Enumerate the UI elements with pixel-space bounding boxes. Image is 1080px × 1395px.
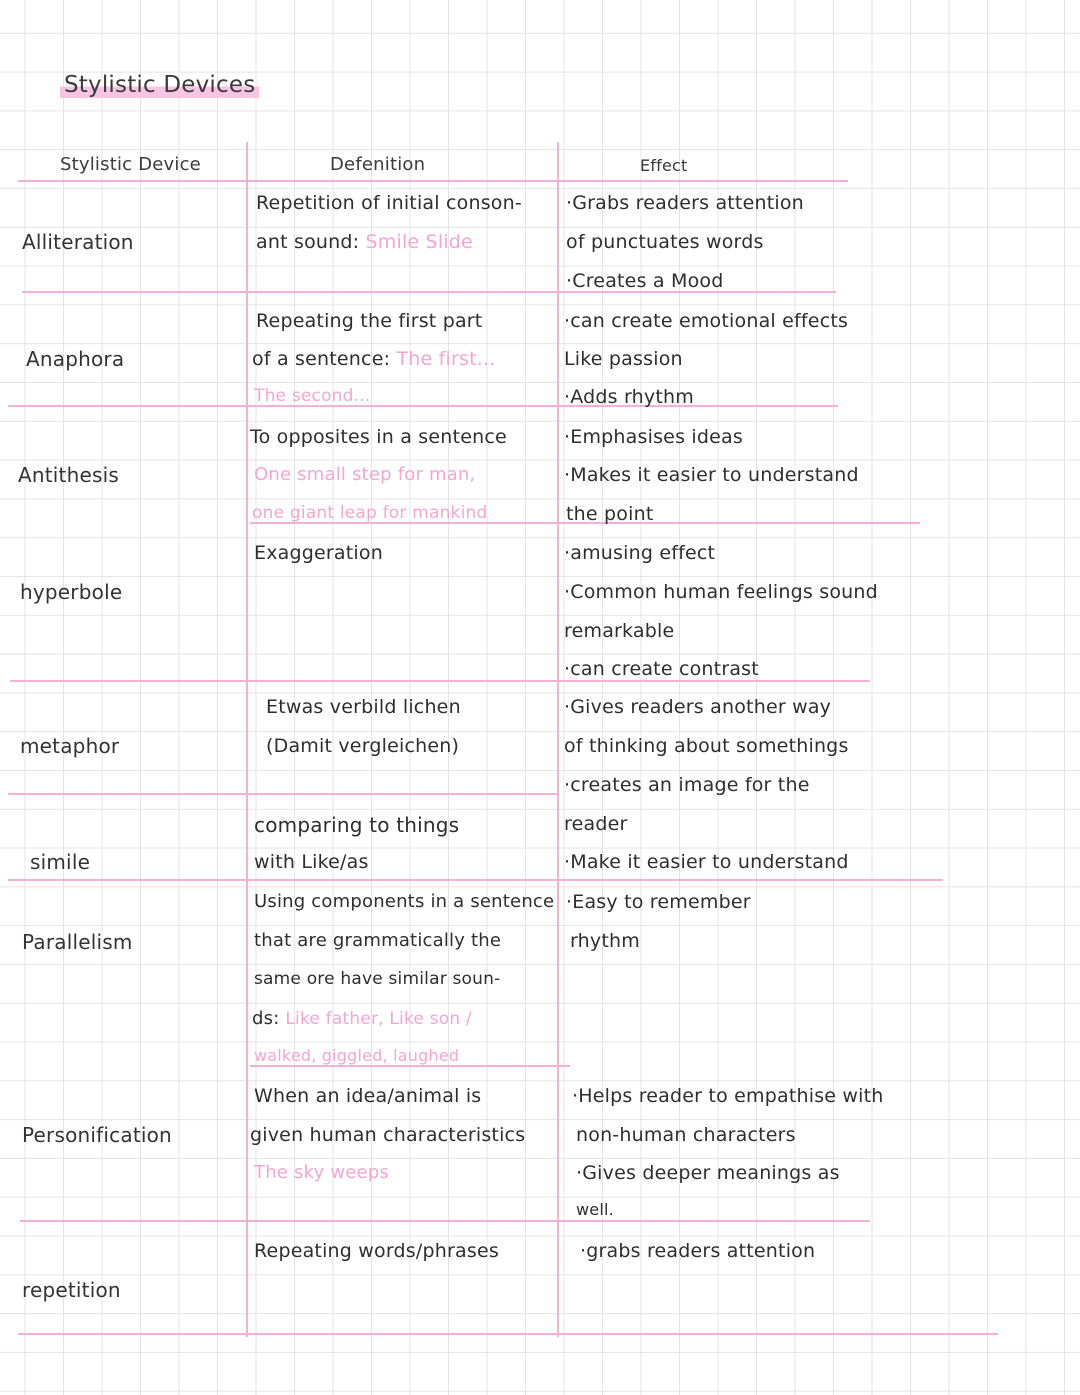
definition-line: that are grammatically the xyxy=(254,930,502,951)
definition-example: Smile Slide xyxy=(365,231,473,253)
definition-line xyxy=(256,231,473,253)
definition-line: When an idea/animal is xyxy=(254,1085,482,1107)
row-divider xyxy=(8,405,838,407)
definition-text: of a sentence: xyxy=(252,348,391,370)
row-divider xyxy=(20,1220,870,1222)
row-divider xyxy=(18,1333,998,1335)
device-anaphora: Anaphora xyxy=(26,347,125,371)
effect-line: ·Grabs readers attention xyxy=(566,192,804,214)
effect-line: of punctuates words xyxy=(566,231,764,253)
effect-line: ·Easy to remember xyxy=(566,891,751,913)
definition-line: Repeating words/phrases xyxy=(254,1240,499,1262)
header-effect: Effect xyxy=(640,156,688,175)
definition-line: Repetition of initial conson- xyxy=(256,192,522,214)
definition-line: comparing to things xyxy=(254,813,460,837)
effect-line: ·Creates a Mood xyxy=(566,270,724,292)
row-divider xyxy=(8,879,943,881)
definition-line: with Like/as xyxy=(254,851,369,873)
definition-line: (Damit vergleichen) xyxy=(266,735,460,757)
definition-example: Like father, Like son / xyxy=(285,1009,472,1029)
effect-line: ·Gives deeper meanings as xyxy=(576,1162,840,1184)
effect-line: Like passion xyxy=(564,348,683,370)
effect-line: non-human characters xyxy=(576,1124,796,1146)
definition-line xyxy=(252,1008,472,1029)
row-divider xyxy=(18,180,848,182)
definition-line: Using components in a sentence xyxy=(254,891,555,912)
effect-line: ·can create emotional effects xyxy=(564,310,849,332)
definition-example: walked, giggled, laughed xyxy=(254,1046,460,1065)
effect-line: ·amusing effect xyxy=(564,542,716,564)
effect-line: remarkable xyxy=(564,620,675,642)
device-personification: Personification xyxy=(22,1123,172,1147)
definition-example: The sky weeps xyxy=(254,1162,390,1183)
row-divider xyxy=(10,680,870,682)
definition-example: The first... xyxy=(396,348,496,370)
definition-line: Etwas verbild lichen xyxy=(266,696,461,718)
definition-line xyxy=(252,348,495,370)
effect-line: the point xyxy=(566,503,654,525)
definition-example: one giant leap for mankind xyxy=(252,503,488,523)
effect-line: ·creates an image for the xyxy=(564,774,810,796)
effect-line: ·Common human feelings sound xyxy=(564,581,878,603)
definition-line: Exaggeration xyxy=(254,542,383,564)
device-parallelism: Parallelism xyxy=(22,930,133,954)
definition-text: ant sound: xyxy=(256,231,360,253)
device-antithesis: Antithesis xyxy=(18,463,119,487)
row-divider xyxy=(250,1065,570,1067)
row-divider xyxy=(8,793,558,795)
column-divider-2 xyxy=(557,142,559,1337)
effect-line: ·Gives readers another way xyxy=(564,696,832,718)
effect-line: ·Adds rhythm xyxy=(564,386,694,408)
effect-line: ·Makes it easier to understand xyxy=(564,464,859,486)
definition-example: The second... xyxy=(254,386,371,406)
effect-line: well. xyxy=(576,1200,614,1219)
header-device: Stylistic Device xyxy=(60,154,201,175)
device-repetition: repetition xyxy=(22,1278,121,1302)
effect-line: ·grabs readers attention xyxy=(580,1240,816,1262)
definition-text: ds: xyxy=(252,1008,280,1029)
effect-line: rhythm xyxy=(570,930,640,952)
definition-line: Repeating the first part xyxy=(256,310,483,332)
effect-line: ·Helps reader to empathise with xyxy=(572,1085,884,1107)
effect-line: ·can create contrast xyxy=(564,658,759,680)
definition-example: One small step for man, xyxy=(254,464,476,485)
column-divider-1 xyxy=(246,142,248,1337)
device-simile: simile xyxy=(30,850,91,874)
header-definition: Defenition xyxy=(330,154,426,175)
page-title: Stylistic Devices xyxy=(60,72,259,98)
effect-line: ·Make it easier to understand xyxy=(564,851,849,873)
definition-line: given human characteristics xyxy=(250,1124,526,1146)
device-hyperbole: hyperbole xyxy=(20,580,123,604)
device-metaphor: metaphor xyxy=(20,734,120,758)
effect-line: of thinking about somethings xyxy=(564,735,849,757)
definition-line: To opposites in a sentence xyxy=(250,426,507,448)
effect-line: ·Emphasises ideas xyxy=(564,426,743,448)
effect-line: reader xyxy=(564,813,628,835)
definition-line: same ore have similar soun- xyxy=(254,969,501,989)
device-alliteration: Alliteration xyxy=(22,230,134,254)
